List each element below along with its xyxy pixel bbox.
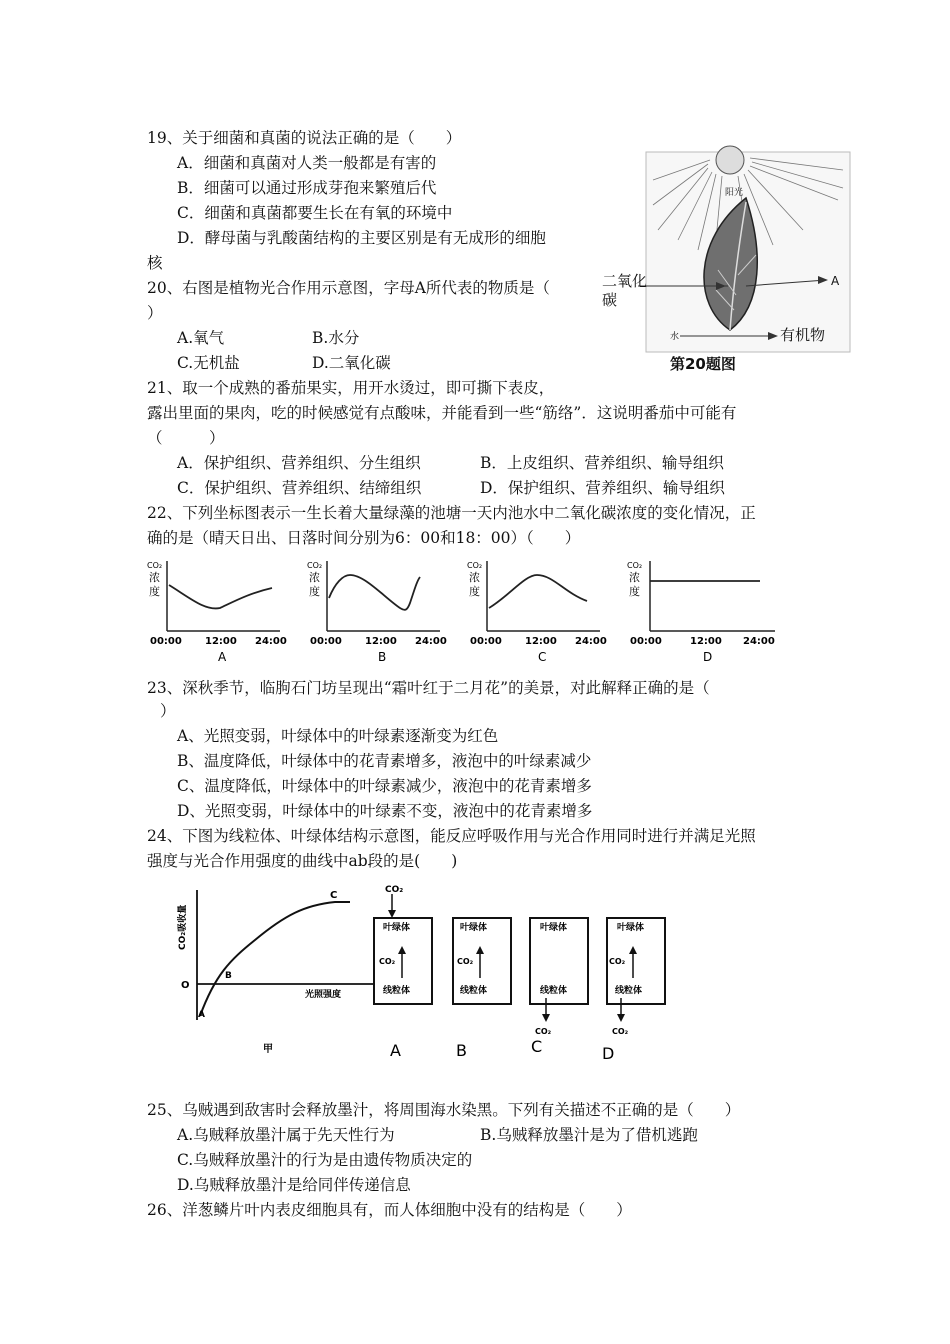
- q25-option-d: D.乌贼释放墨汁是给同伴传递信息: [177, 1176, 411, 1194]
- svg-text:度: 度: [309, 585, 320, 598]
- svg-text:B: B: [456, 1041, 467, 1060]
- q22-stem-1: 22、下列坐标图表示一生长着大量绿藻的池塘一天内池水中二氧化碳浓度的变化情况，正: [147, 504, 756, 522]
- a-label: A: [831, 274, 840, 288]
- svg-text:度: 度: [469, 585, 480, 598]
- light-curve-graph: [176, 890, 375, 1055]
- q19-option-a: A．细菌和真菌对人类一般都是有害的: [177, 154, 437, 172]
- svg-text:D: D: [602, 1044, 615, 1063]
- svg-text:甲: 甲: [263, 1044, 273, 1055]
- graph-c: [467, 561, 607, 664]
- q20-option-d: D.二氧化碳: [312, 354, 391, 372]
- svg-text:00:00: 00:00: [150, 636, 182, 647]
- svg-text:24:00: 24:00: [743, 636, 775, 647]
- sun-icon: [716, 146, 744, 174]
- svg-text:CO₂: CO₂: [467, 561, 483, 570]
- svg-text:A: A: [218, 650, 227, 664]
- q26-stem: 26、洋葱鳞片叶内表皮细胞具有，而人体细胞中没有的结构是（ ）: [147, 1201, 632, 1219]
- svg-text:00:00: 00:00: [630, 636, 662, 647]
- photosynthesis-figure: [598, 140, 856, 380]
- q24-figure: [175, 880, 685, 1075]
- q24-stem-1: 24、下图为线粒体、叶绿体结构示意图，能反应呼吸作用与光合作用同时进行并满足光照: [147, 827, 756, 845]
- svg-text:线粒体: 线粒体: [460, 986, 488, 996]
- svg-text:CO₂: CO₂: [535, 1027, 552, 1036]
- svg-text:叶绿体: 叶绿体: [383, 923, 411, 933]
- cell-box-b: [453, 918, 511, 1060]
- cell-box-a: [374, 885, 432, 1060]
- svg-text:12:00: 12:00: [525, 636, 557, 647]
- svg-text:D: D: [703, 650, 713, 664]
- q23-stem: 23、深秋季节，临朐石门坊呈现出“霜叶红于二月花”的美景，对此解释正确的是（: [147, 679, 710, 697]
- figure-20-caption: 第20题图: [670, 355, 736, 373]
- svg-text:CO₂: CO₂: [379, 957, 396, 966]
- svg-text:度: 度: [629, 585, 640, 598]
- svg-text:CO₂: CO₂: [457, 957, 474, 966]
- curve-a: [169, 585, 272, 608]
- svg-text:12:00: 12:00: [365, 636, 397, 647]
- svg-text:CO₂: CO₂: [612, 1027, 629, 1036]
- curve-c: [489, 575, 587, 608]
- q23-option-c: C、温度降低，叶绿体中的叶绿素减少，液泡中的花青素增多: [177, 777, 592, 795]
- q25-option-c: C.乌贼释放墨汁的行为是由遗传物质决定的: [177, 1151, 473, 1169]
- svg-text:00:00: 00:00: [470, 636, 502, 647]
- q21-stem-2: 露出里面的果肉，吃的时候感觉有点酸味，并能看到一些“筋络”．这说明番茄中可能有: [147, 404, 737, 422]
- svg-text:B: B: [378, 650, 387, 664]
- cell-box-c: [530, 918, 588, 1056]
- q19-option-d-cont: 核: [147, 254, 163, 272]
- q20-option-c: C.无机盐: [177, 354, 240, 372]
- organic-label: 有机物: [780, 326, 826, 344]
- svg-text:O: O: [181, 980, 190, 991]
- graph-a: [147, 561, 287, 664]
- svg-text:线粒体: 线粒体: [615, 986, 643, 996]
- q25-option-b: B.乌贼释放墨汁是为了借机逃跑: [480, 1126, 698, 1144]
- q21-option-a: A．保护组织、营养组织、分生组织: [177, 454, 421, 472]
- svg-text:线粒体: 线粒体: [540, 986, 568, 996]
- svg-text:12:00: 12:00: [690, 636, 722, 647]
- svg-text:叶绿体: 叶绿体: [460, 923, 488, 933]
- svg-text:光照强度: 光照强度: [305, 990, 342, 1000]
- q22-stem-2: 确的是（晴天日出、日落时间分别为6：00和18：00）（ ）: [147, 529, 581, 547]
- q20-stem: 20、右图是植物光合作用示意图，字母A所代表的物质是（: [147, 279, 550, 297]
- curve-b: [329, 575, 420, 610]
- cell-box-d: [602, 918, 665, 1063]
- q21-option-c: C．保护组织、营养组织、结缔组织: [177, 479, 422, 497]
- graph-b: [307, 561, 447, 664]
- svg-text:B: B: [225, 971, 232, 981]
- q24-stem-2: 强度与光合作用强度的曲线中ab段的是( ): [147, 852, 458, 870]
- svg-text:00:00: 00:00: [310, 636, 342, 647]
- svg-text:12:00: 12:00: [205, 636, 237, 647]
- svg-text:C: C: [330, 890, 338, 901]
- q21-stem-3: （ ）: [147, 429, 225, 447]
- svg-text:浓: 浓: [149, 571, 160, 584]
- svg-text:叶绿体: 叶绿体: [617, 923, 645, 933]
- graph-d: [627, 561, 775, 664]
- co2-label-1: 二氧化: [602, 272, 648, 290]
- svg-text:线粒体: 线粒体: [383, 986, 411, 996]
- q23-option-b: B、温度降低，叶绿体中的花青素增多，液泡中的叶绿素减少: [177, 752, 592, 770]
- q23-option-a: A、光照变弱，叶绿体中的叶绿素逐渐变为红色: [177, 727, 499, 745]
- q25-option-a: A.乌贼释放墨汁属于先天性行为: [177, 1126, 395, 1144]
- svg-text:浓: 浓: [469, 571, 480, 584]
- svg-text:CO₂: CO₂: [147, 561, 163, 570]
- q20-stem-cont: ）: [147, 304, 163, 322]
- q25-stem: 25、乌贼遇到敌害时会释放墨汁，将周围海水染黑。下列有关描述不正确的是（ ）: [147, 1101, 741, 1119]
- svg-text:A: A: [390, 1041, 401, 1060]
- q23-stem-cont: ）: [160, 702, 176, 720]
- svg-text:度: 度: [149, 585, 160, 598]
- q19-stem: 19、关于细菌和真菌的说法正确的是（ ）: [147, 129, 462, 147]
- q19-option-b: B．细菌可以通过形成芽孢来繁殖后代: [177, 179, 437, 197]
- sun-label: 阳光: [725, 188, 744, 198]
- q20-option-a: A.氧气: [177, 329, 225, 347]
- svg-text:浓: 浓: [309, 571, 320, 584]
- svg-text:CO₂: CO₂: [385, 885, 404, 895]
- q21-stem-1: 21、取一个成熟的番茄果实，用开水烫过，即可撕下表皮，: [147, 379, 555, 397]
- svg-text:C: C: [538, 650, 547, 664]
- svg-text:24:00: 24:00: [255, 636, 287, 647]
- co2-graphs: [145, 553, 785, 668]
- svg-text:24:00: 24:00: [415, 636, 447, 647]
- co2-label-2: 碳: [602, 291, 618, 309]
- svg-text:CO₂: CO₂: [307, 561, 323, 570]
- svg-text:CO₂: CO₂: [627, 561, 643, 570]
- svg-text:A: A: [198, 1010, 205, 1020]
- q21-option-d: D．保护组织、营养组织、输导组织: [480, 479, 725, 497]
- q20-option-b: B.水分: [312, 329, 360, 347]
- q21-option-b: B．上皮组织、营养组织、输导组织: [480, 454, 724, 472]
- q23-option-d: D、光照变弱，叶绿体中的叶绿素不变，液泡中的花青素增多: [177, 802, 593, 820]
- svg-text:CO₂: CO₂: [609, 957, 626, 966]
- svg-text:叶绿体: 叶绿体: [540, 923, 568, 933]
- water-label: 水: [670, 332, 680, 342]
- svg-text:C: C: [531, 1037, 543, 1056]
- svg-text:CO₂吸收量: CO₂吸收量: [178, 904, 188, 950]
- svg-text:浓: 浓: [629, 571, 640, 584]
- q19-option-d: D．酵母菌与乳酸菌结构的主要区别是有无成形的细胞: [177, 229, 546, 247]
- svg-text:24:00: 24:00: [575, 636, 607, 647]
- q19-option-c: C．细菌和真菌都要生长在有氧的环境中: [177, 204, 453, 222]
